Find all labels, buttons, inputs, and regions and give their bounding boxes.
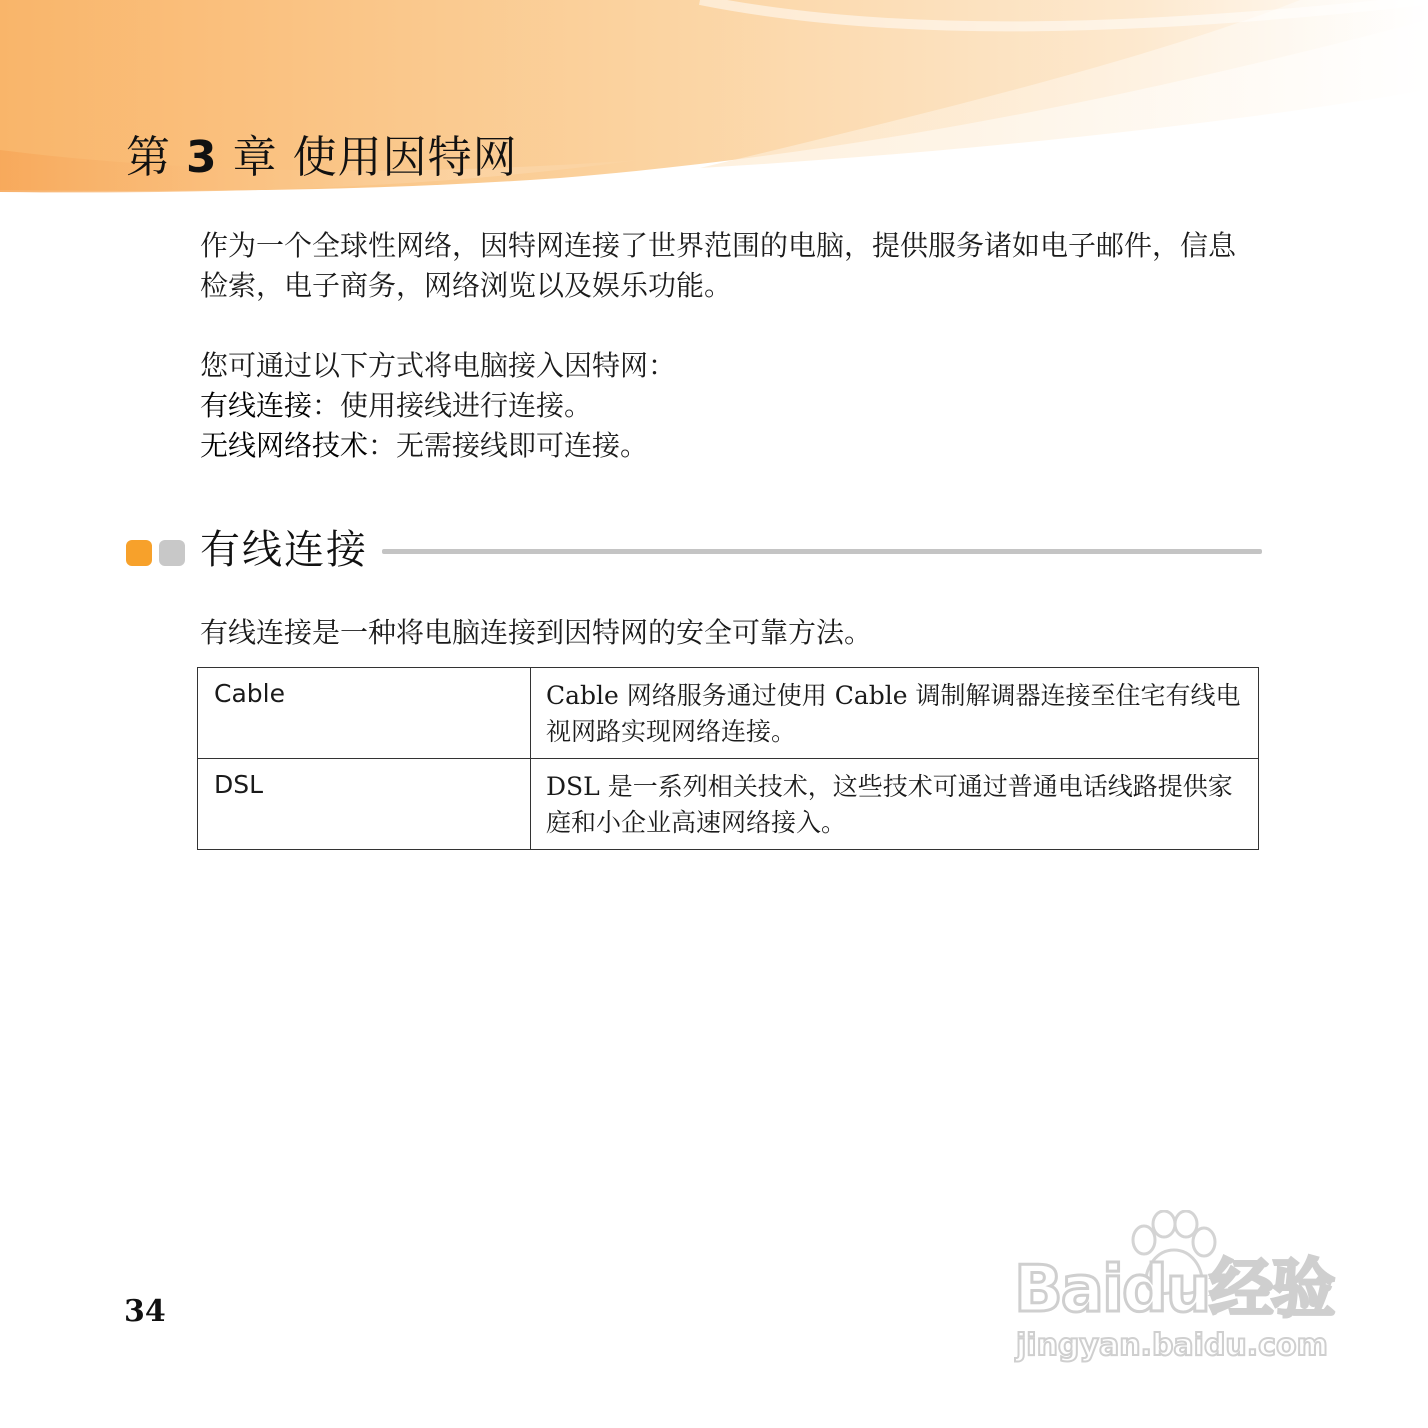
- watermark-url: jingyan.baidu.com: [1016, 1328, 1328, 1363]
- header-decoration: [0, 0, 1428, 240]
- method-item-wired: [200, 386, 1262, 426]
- chapter-title: [126, 130, 518, 186]
- section-bullet-orange: [126, 540, 152, 566]
- table-cell-description: DSL 是一系列相关技术，这些技术可通过普通电话线路提供家庭和小企业高速网络接入。: [531, 759, 1259, 850]
- section-intro: 有线连接是一种将电脑连接到因特网的安全可靠方法。: [200, 616, 873, 649]
- watermark-brand: Baidu经验: [1014, 1253, 1334, 1327]
- method-text: 使用接线进行连接。: [340, 389, 593, 422]
- baidu-watermark: [1010, 1210, 1350, 1380]
- table-cell-name: DSL: [198, 759, 531, 850]
- page-number: 34: [124, 1294, 166, 1329]
- table-row: [198, 759, 1259, 850]
- method-item-wireless: [200, 426, 1262, 466]
- section-title: 有线连接: [200, 527, 368, 573]
- table-cell-description: Cable 网络服务通过使用 Cable 调制解调器连接至住宅有线电视网路实现网络连接。: [531, 668, 1259, 759]
- method-text: 无需接线即可连接。: [396, 429, 649, 462]
- method-separator: ：: [368, 429, 397, 462]
- chapter-name: 章 使用因特网: [232, 132, 518, 183]
- section-bullet-gray: [159, 540, 185, 566]
- method-separator: ：: [312, 389, 341, 422]
- methods-lead: 您可通过以下方式将电脑接入因特网：: [200, 349, 677, 382]
- method-term: 有线连接: [200, 389, 313, 422]
- table-row: [198, 668, 1259, 759]
- section-divider: [382, 549, 1262, 554]
- connection-methods: [200, 346, 1262, 466]
- method-term: 无线网络技术: [200, 429, 369, 462]
- chapter-prefix: 第: [126, 132, 171, 183]
- table-cell-name: Cable: [198, 668, 531, 759]
- intro-paragraph: 作为一个全球性网络，因特网连接了世界范围的电脑，提供服务诸如电子邮件，信息检索，电子商务，网络浏览以及娱乐功能。: [200, 229, 1237, 302]
- chapter-number: 3: [186, 132, 218, 183]
- connection-table: [197, 667, 1259, 850]
- section-heading: [126, 522, 1266, 582]
